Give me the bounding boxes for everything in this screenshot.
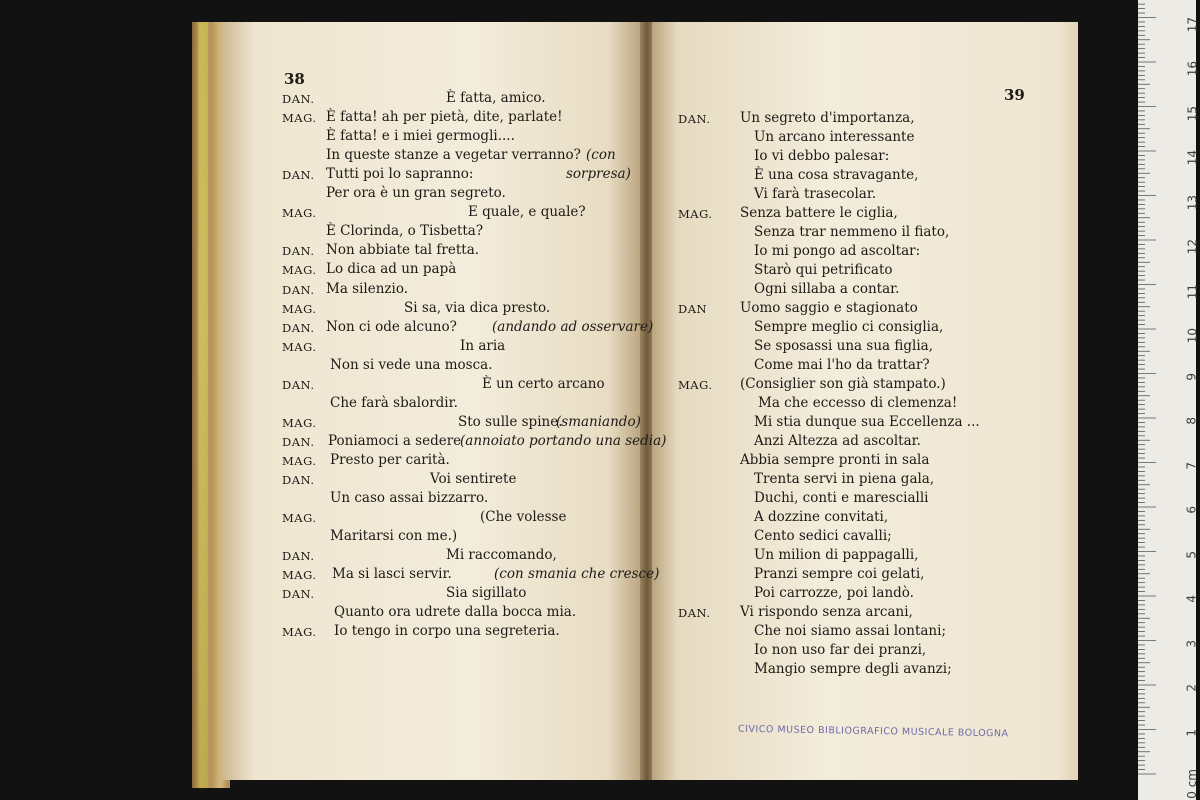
verse-line: (Che volesse [480,509,567,526]
speaker-tag: DAN. [678,606,711,620]
speaker-tag: DAN. [282,168,315,183]
ruler-number: 7 [1185,461,1199,470]
verse-line: (Consiglier son già stampato.) [740,376,946,392]
speaker-tag: MAG. [282,206,317,221]
speaker-tag: MAG. [678,378,713,392]
verse-line: In aria [460,337,506,354]
verse-line: Trenta servi in piena gala, [754,471,935,487]
ruler-number: 13 [1185,194,1199,210]
ruler-number: 11 [1185,283,1199,299]
verse-line: Un segreto d'importanza, [740,110,915,126]
verse-line: È Clorinda, o Tisbetta? [326,223,484,240]
verse-line: Presto per carità. [330,451,450,468]
verse-line: E quale, e quale? [468,204,586,221]
speaker-tag: DAN. [282,434,315,449]
verse-line: Come mai l'ho da trattar? [754,357,930,373]
verse-line: Se sposassi una sua figlia, [754,338,933,354]
ruler-number: 9 [1185,372,1199,381]
verse-line: Cento sedici cavalli; [754,528,892,544]
speaker-tag: MAG. [282,511,317,526]
verse-line: Che farà sbalordir. [330,394,458,411]
verse-line: Voi sentirete [430,471,517,487]
ruler-number: 5 [1185,550,1199,559]
verse-line: Senza battere le ciglia, [740,205,898,221]
speaker-tag: MAG. [678,207,713,221]
ruler-number: 10 [1185,328,1199,344]
speaker-tag: MAG. [282,568,317,583]
verse-line: Non si vede una mosca. [330,356,493,373]
speaker-tag: MAG. [282,339,317,354]
speaker-tag: DAN. [282,473,315,487]
ruler-number: 2 [1185,684,1199,692]
verse-line: Vi farà trasecolar. [754,186,877,202]
verse-line: Mangio sempre degli avanzi; [754,661,952,677]
verse-line: Un milion di pappagalli, [754,547,919,563]
speaker-tag: MAG. [282,111,317,126]
speaker-tag: DAN [678,302,708,316]
verse-line: Abbia sempre pronti in sala [740,452,930,468]
verse-line: Quanto ora udrete dalla bocca mia. [334,604,577,621]
ruler-number: 14 [1185,150,1199,166]
verse-line: Che noi siamo assai lontani; [754,623,946,639]
library-stamp: CIVICO MUSEO BIBLIOGRAFICO MUSICALE BOLOGNA [737,723,1009,740]
speaker-tag: DAN. [282,587,315,602]
verse-line: Tutti poi lo sapranno: [326,166,474,183]
ruler-number: 3 [1185,639,1199,648]
verse-line: È una cosa stravagante, [754,167,919,183]
verse-line: A dozzine convitati, [754,509,889,525]
ruler-number: 0 cm [1185,769,1199,799]
speaker-tag: MAG. [282,625,317,640]
verse-line: Maritarsi con me.) [330,528,458,545]
speaker-tag: DAN. [282,244,315,259]
ruler-number: 1 [1185,728,1199,737]
stage-direction: (andando ad osservare) [492,318,654,335]
verse-line: Un arcano interessante [754,129,915,145]
verse-line: Sempre meglio ci consiglia, [754,319,944,335]
verse-line: È fatta, amico. [446,90,546,106]
verse-line: Ogni sillaba a contar. [754,281,900,297]
verse-line: Io vi debbo palesar: [754,148,890,164]
verse-line: Io mi pongo ad ascoltar: [754,243,921,259]
speaker-tag: MAG. [282,263,317,278]
verse-line: Io tengo in corpo una segreteria. [334,623,560,640]
stage-direction: (annoiato portando una sedia) [460,432,667,449]
ruler-number: 16 [1185,61,1199,77]
verse-line: Io non uso far dei pranzi, [754,642,927,658]
verse-line: Non ci ode alcuno? [326,318,457,335]
speaker-tag: MAG. [282,453,317,468]
verse-line: È fatta! e i miei germogli.... [326,128,515,145]
stage-direction: sorpresa) [566,166,631,183]
verse-line: Starò qui petrificato [754,262,893,278]
verse-line: Si sa, via dica presto. [404,299,551,316]
verse-line: Duchi, conti e marescialli [754,490,929,506]
verse-line: Ma silenzio. [326,280,409,297]
verse-line: Sia sigillato [446,585,527,602]
ruler-number: 4 [1185,595,1199,603]
ruler-number: 8 [1185,417,1199,425]
speaker-tag: DAN. [678,112,711,126]
verse-line: Pranzi sempre coi gelati, [754,566,925,582]
speaker-tag: DAN. [282,282,315,297]
ruler-number: 15 [1185,105,1199,121]
verse-line: Sto sulle spine. [458,413,563,430]
verse-line: Lo dica ad un papà [326,261,457,278]
verse-line: Vi rispondo senza arcani, [740,604,913,620]
left-page-number: 38 [284,70,305,88]
verse-line: Mi stia dunque sua Eccellenza ... [754,414,980,430]
stage-direction: (smaniando) [556,413,641,430]
verse-line: È un certo arcano [482,375,605,392]
verse-line: Per ora è un gran segreto. [326,185,506,202]
speaker-tag: DAN. [282,377,315,392]
verse-line: È fatta! ah per pietà, dite, parlate! [326,109,563,126]
verse-line: Poniamoci a sedere [328,432,462,449]
right-page-number: 39 [1004,86,1025,104]
speaker-tag: DAN. [282,320,315,335]
verse-line: Anzi Altezza ad ascoltar. [754,433,921,449]
verse-line: Uomo saggio e stagionato [740,300,918,316]
stage-direction: (con [586,147,616,164]
ruler-number: 12 [1185,239,1199,255]
speaker-tag: DAN. [282,549,315,564]
verse-line: Non abbiate tal fretta. [326,242,480,259]
verse-line: Ma si lasci servir. [332,566,452,583]
stage-direction: (con smania che cresce) [494,566,660,583]
speaker-tag: DAN. [282,92,315,106]
speaker-tag: MAG. [282,415,317,430]
verse-line: In queste stanze a vegetar verranno? [326,147,581,164]
speaker-tag: MAG. [282,301,317,316]
verse-line: Un caso assai bizzarro. [330,490,489,507]
verse-line: Poi carrozze, poi landò. [754,585,914,601]
verse-line: Mi raccomando, [446,547,557,564]
measurement-ruler [1136,0,1200,800]
verse-line: Senza trar nemmeno il fiato, [754,224,950,240]
ruler-number: 6 [1185,506,1199,514]
ruler-number: 17 [1185,16,1199,32]
verse-line: Ma che eccesso di clemenza! [758,395,958,411]
